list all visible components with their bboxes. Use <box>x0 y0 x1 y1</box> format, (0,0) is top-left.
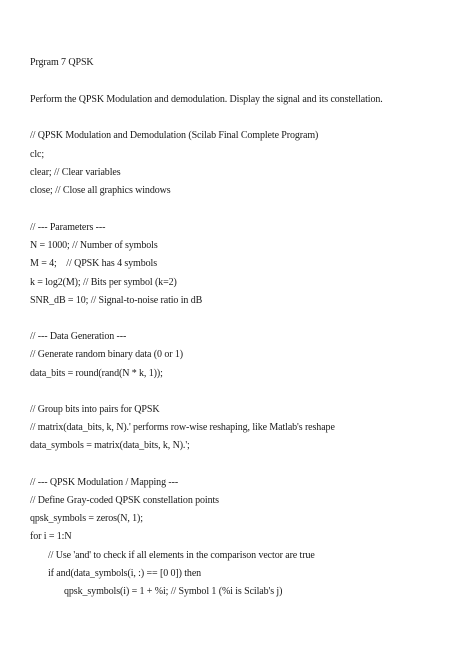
document-title: Prgram 7 QPSK <box>30 57 94 68</box>
code-line-snr: SNR_dB = 10; // Signal-to-noise ratio in dB <box>30 295 203 306</box>
code-line-k: k = log2(M); // Bits per symbol (k=2) <box>30 277 177 288</box>
code-line-data-symbols: data_symbols = matrix(data_bits, k, N).'; <box>30 440 190 451</box>
code-line-parameters-comment: // --- Parameters --- <box>30 222 106 233</box>
code-line-and-comment: // Use 'and' to check if all elements in the comparison vector are true <box>48 550 315 561</box>
code-line-matrix-comment: // matrix(data_bits, k, N).' performs row-wise reshaping, like Matlab's reshape <box>30 422 335 433</box>
code-line-for-loop: for i = 1:N <box>30 531 72 542</box>
code-line-symbol-1: qpsk_symbols(i) = 1 + %i; // Symbol 1 (%i is Scilab's j) <box>64 586 283 597</box>
document-description: Perform the QPSK Modulation and demodulation. Display the signal and its constellation. <box>30 94 383 105</box>
code-line-modulation-comment: // --- QPSK Modulation / Mapping --- <box>30 477 179 488</box>
code-line-group-comment: // Group bits into pairs for QPSK <box>30 404 160 415</box>
code-line-qpsk-zeros: qpsk_symbols = zeros(N, 1); <box>30 513 143 524</box>
code-line-m: M = 4; // QPSK has 4 symbols <box>30 258 158 269</box>
code-line-data-bits: data_bits = round(rand(N * k, 1)); <box>30 368 163 379</box>
code-line-clear: clear; // Clear variables <box>30 167 121 178</box>
code-line-clc: clc; <box>30 149 45 160</box>
code-line-close: close; // Close all graphics windows <box>30 185 171 196</box>
code-line-comment-header: // QPSK Modulation and Demodulation (Scilab Final Complete Program) <box>30 130 319 141</box>
code-line-data-generation-comment: // --- Data Generation --- <box>30 331 127 342</box>
code-line-if-and: if and(data_symbols(i, :) == [0 0]) then <box>48 568 202 579</box>
code-line-n: N = 1000; // Number of symbols <box>30 240 158 251</box>
code-line-gray-comment: // Define Gray-coded QPSK constellation points <box>30 495 219 506</box>
code-line-random-comment: // Generate random binary data (0 or 1) <box>30 349 183 360</box>
